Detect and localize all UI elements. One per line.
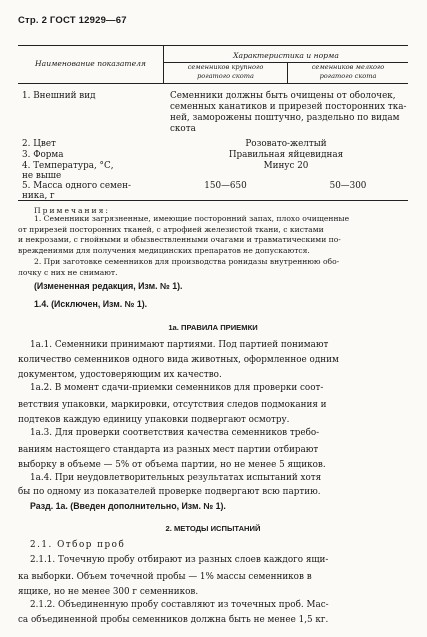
smallcattle-col-header: семенников мелкого рогатого скота	[311, 63, 385, 80]
section-1a-p2: 1а.2. В момент сдачи-приемки семенников для проверки соот-	[30, 383, 324, 393]
section-1a-footer: Разд. 1а. (Введен дополнительно, Изм. № 1).	[30, 501, 226, 511]
norm-header: Характеристика и норма	[233, 51, 339, 60]
section-1a-p4-cont: бы по одному из показателей проверке подвергают всю партию.	[18, 487, 321, 497]
table-bottom-rule	[18, 200, 408, 201]
section-2-p1-cont: ка выборки. Объем точечной пробы — 1% массы семенников в ящике, но не менее 300 г семенников.	[18, 572, 312, 597]
section-2-title: 2. МЕТОДЫ ИСПЫТАНИЙ	[165, 524, 261, 533]
section-1a-p3: 1а.3. Для проверки соответствия качества семенников требо-	[30, 428, 320, 438]
row4-value: Минус 20	[263, 161, 309, 171]
section-1a-p3-cont: ваниям настоящего стандарта из разных мест партии отбирают выборку в объеме — 5% от объема партии, но не менее 5 ящиков.	[18, 445, 326, 470]
section-1a-title: 1а. ПРАВИЛА ПРИЕМКИ	[168, 323, 258, 332]
note2-line2: лочку с них не снимают.	[18, 267, 118, 277]
notes-body-cont: от прирезей посторонних тканей, с атрофией железистой ткани, с кистами и некрозами, с гнойными и обызвествленными очагами и травматическими по- вреждениями для получения медицинских препаратов не допускаются.	[18, 224, 341, 255]
page-header: Стр. 2 ГОСТ 12929—67	[18, 15, 127, 26]
row3-label: 3. Форма	[22, 150, 64, 160]
row3-value: Правильная яйцевидная	[228, 150, 344, 160]
section-2-p1: 2.1.1. Точечную пробу отбирают из разных слоев каждого ящи-	[30, 555, 329, 565]
row1-label: 1. Внешний вид	[22, 91, 96, 101]
notes-body: 1. Семенники загрязненные, имеющие посторонний запах, плохо очищенные	[34, 214, 350, 223]
row5-value-cattle: 150—650	[204, 181, 247, 191]
section-1a-p2-cont: ветствия упаковки, маркировки, отсутствия следов подмокания и подтеков каждую единицу упаковки подвергают осмотру.	[18, 400, 327, 425]
edit-note-1: (Измененная редакция, Изм. № 1).	[34, 281, 183, 291]
param-col-header: Наименование показателя	[35, 59, 146, 68]
row5-label: 5. Масса одного семен- ника, г	[22, 181, 131, 201]
row4-label: 4. Температура, °С, не выше	[22, 161, 114, 181]
table-top-rule	[18, 45, 408, 46]
table-header-bottom-rule	[18, 83, 408, 84]
section-1a-p1: 1а.1. Семенники принимают партиями. Под партией понимают	[30, 340, 329, 350]
row2-value: Розовато-желтый	[245, 139, 327, 149]
section-1a-p4: 1а.4. При неудовлетворительных результатах испытаний хотя	[30, 473, 322, 483]
note2-line1: 2. При заготовке семенников для производства ронидазы внутреннюю обо-	[34, 257, 340, 266]
row2-label: 2. Цвет	[22, 139, 56, 149]
section-1a-p1-cont: количество семенников одного вида животных, оформленное одним документом, удостоверяющим их качество.	[18, 355, 339, 380]
notes-title: Примечания:	[34, 206, 110, 215]
section-2-p2: 2.1.2. Объединенную пробу составляют из точечных проб. Мас-	[30, 600, 329, 610]
row1-value: Семенники должны быть очищены от оболочек, семенных канатиков и прирезей посторонних тка- ней, заморожены поштучно, раздельно по видам скота	[170, 91, 407, 134]
row5-value-smallcattle: 50—300	[329, 181, 367, 191]
cattle-col-header: семенников крупного рогатого скота	[187, 63, 264, 80]
section-2-subtitle: 2.1. Отбор проб	[30, 540, 126, 550]
section-2-p2-cont: са объединенной пробы семенников должна быть не менее 1,5 кг.	[18, 615, 329, 625]
edit-note-2: 1.4. (Исключен, Изм. № 1).	[34, 299, 148, 309]
